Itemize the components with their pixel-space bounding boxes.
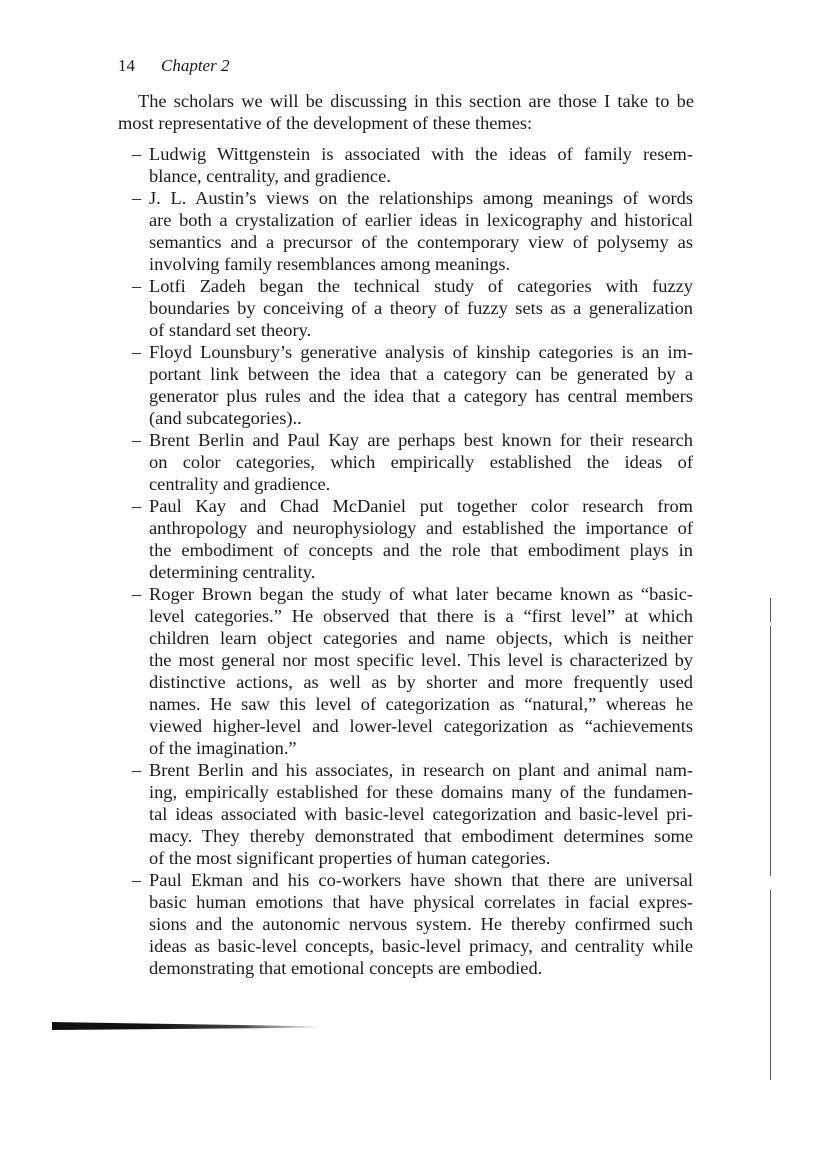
list-dash: – xyxy=(132,188,142,208)
list-dash: – xyxy=(132,430,142,450)
list-item-line: J. L. Austin’s views on the relationships among meanings of words xyxy=(149,188,693,208)
intro-paragraph: The scholars we will be discussing in this section are those I take to be most representative of the development of these themes: xyxy=(118,91,694,133)
list-item-line: basic human emotions that have physical correlates in facial expres- xyxy=(149,892,693,912)
list-item-line: names. He saw this level of categorization as “natural,” whereas he xyxy=(149,694,693,714)
list-item-line: anthropology and neurophysiology and established the importance of xyxy=(149,518,693,538)
list-dash: – xyxy=(132,870,142,890)
list-item-line: of the most significant properties of human categories. xyxy=(149,848,551,868)
list-item-line: (and subcategories).. xyxy=(149,408,302,428)
list-item-line: ideas as basic-level concepts, basic-level primacy, and centrality while xyxy=(149,936,693,956)
list-item-line: the embodiment of concepts and the role that embodiment plays in xyxy=(149,540,693,560)
list-item-line: Brent Berlin and Paul Kay are perhaps best known for their research xyxy=(149,430,693,450)
list-item-line: are both a crystalization of earlier ideas in lexicography and historical xyxy=(149,210,693,230)
list-item-line: semantics and a precursor of the contemporary view of polysemy as xyxy=(149,232,693,252)
list-item-line: macy. They thereby demonstrated that embodiment determines some xyxy=(149,826,693,846)
list-item-line: on color categories, which empirically established the ideas of xyxy=(149,452,693,472)
list-item-line: Paul Ekman and his co-workers have shown that there are universal xyxy=(149,870,693,890)
list-item-line: the most general nor most specific level. This level is characterized by xyxy=(149,650,693,670)
list-item-line: of standard set theory. xyxy=(149,320,312,340)
list-item-line: boundaries by conceiving of a theory of fuzzy sets as a generalization xyxy=(149,298,693,318)
list-item-line: portant link between the idea that a category can be generated by a xyxy=(149,364,693,384)
list-item-line: children learn object categories and name objects, which is neither xyxy=(149,628,693,648)
list-dash: – xyxy=(132,342,142,362)
list-item-line: Floyd Lounsbury’s generative analysis of kinship categories is an im- xyxy=(149,342,693,362)
list-item-line: blance, centrality, and gradience. xyxy=(149,166,391,186)
list-dash: – xyxy=(132,760,142,780)
scan-artifact xyxy=(52,1022,322,1030)
running-head xyxy=(118,55,229,77)
margin-rule-1 xyxy=(770,598,771,622)
list-item-line: generator plus rules and the idea that a category has central members xyxy=(149,386,693,406)
list-item-line: of the imagination.” xyxy=(149,738,297,758)
margin-rule-2 xyxy=(770,626,771,876)
list-item-line: sions and the autonomic nervous system. He thereby confirmed such xyxy=(149,914,693,934)
chapter-title: Chapter 2 xyxy=(161,56,230,75)
list-item-line: ing, empirically established for these domains many of the fundamen- xyxy=(149,782,693,802)
list-dash: – xyxy=(132,276,142,296)
list-item-line: tal ideas associated with basic-level categorization and basic-level pri- xyxy=(149,804,693,824)
list-item-line: Brent Berlin and his associates, in research on plant and animal nam- xyxy=(149,760,693,780)
list-item-line: Roger Brown began the study of what later became known as “basic- xyxy=(149,584,693,604)
list-item-line: Ludwig Wittgenstein is associated with the ideas of family resem- xyxy=(149,144,693,164)
list-dash: – xyxy=(132,496,142,516)
margin-rule-3 xyxy=(770,890,771,1080)
list-item-line: viewed higher-level and lower-level categorization as “achievements xyxy=(149,716,693,736)
list-item-line: determining centrality. xyxy=(149,562,316,582)
list-item-line: distinctive actions, as well as by shorter and more frequently used xyxy=(149,672,693,692)
list-dash: – xyxy=(132,144,142,164)
list-item-line: Lotfi Zadeh began the technical study of categories with fuzzy xyxy=(149,276,693,296)
list-item-line: level categories.” He observed that there is a “first level” at which xyxy=(149,606,693,626)
page-number: 14 xyxy=(118,56,135,75)
list-item-line: involving family resemblances among meanings. xyxy=(149,254,511,274)
list-dash: – xyxy=(132,584,142,604)
list-item-line: centrality and gradience. xyxy=(149,474,331,494)
list-item-line: demonstrating that emotional concepts are embodied. xyxy=(149,958,543,978)
list-item-line: Paul Kay and Chad McDaniel put together color research from xyxy=(149,496,693,516)
